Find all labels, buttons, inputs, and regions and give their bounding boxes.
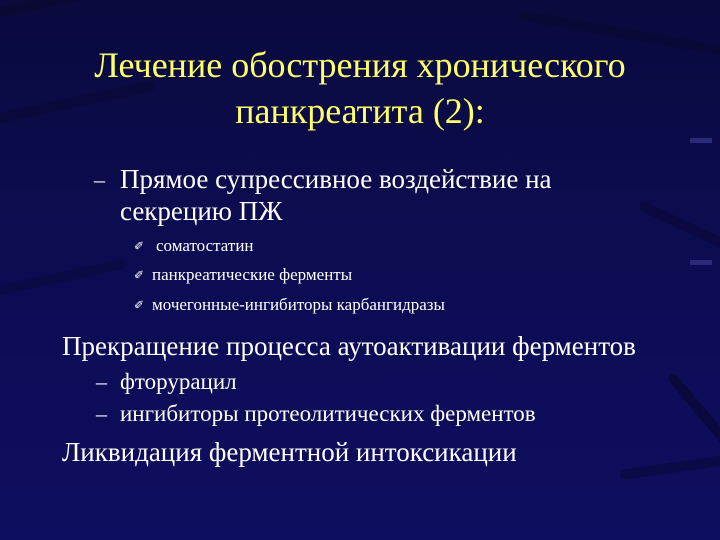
pencil-check-icon: ✐ [134, 239, 145, 253]
dash-bullet: – [96, 369, 107, 394]
pencil-check-icon: ✐ [134, 298, 145, 312]
title-line-2: панкреатита (2): [235, 91, 485, 131]
dash-bullet: – [96, 401, 107, 426]
pencil-check-icon: ✐ [134, 268, 145, 282]
list-item-protease-inhibitors: ингибиторы протеолитических ферментов [120, 401, 536, 426]
dash-bullet: – [94, 167, 105, 192]
subpoint-suppression-line-1: Прямое супрессивное воздействие на [120, 164, 552, 194]
slide-title [40, 42, 680, 134]
list-item-diuretics: мочегонные-ингибиторы карбангидразы [152, 295, 445, 314]
list-item-pancreatic-enzymes: панкреатические ферменты [152, 265, 353, 284]
title-line-1: Лечение обострения хронического [94, 45, 626, 85]
point-autoactivation: Прекращение процесса аутоактивации ферментов [62, 331, 636, 361]
point-detoxification: Ликвидация ферментной интоксикации [62, 437, 517, 467]
list-item-somatostatin: соматостатин [156, 236, 254, 255]
subpoint-suppression-line-2: секрецию ПЖ [120, 196, 283, 226]
list-item-fluorouracil: фторурацил [120, 369, 237, 394]
